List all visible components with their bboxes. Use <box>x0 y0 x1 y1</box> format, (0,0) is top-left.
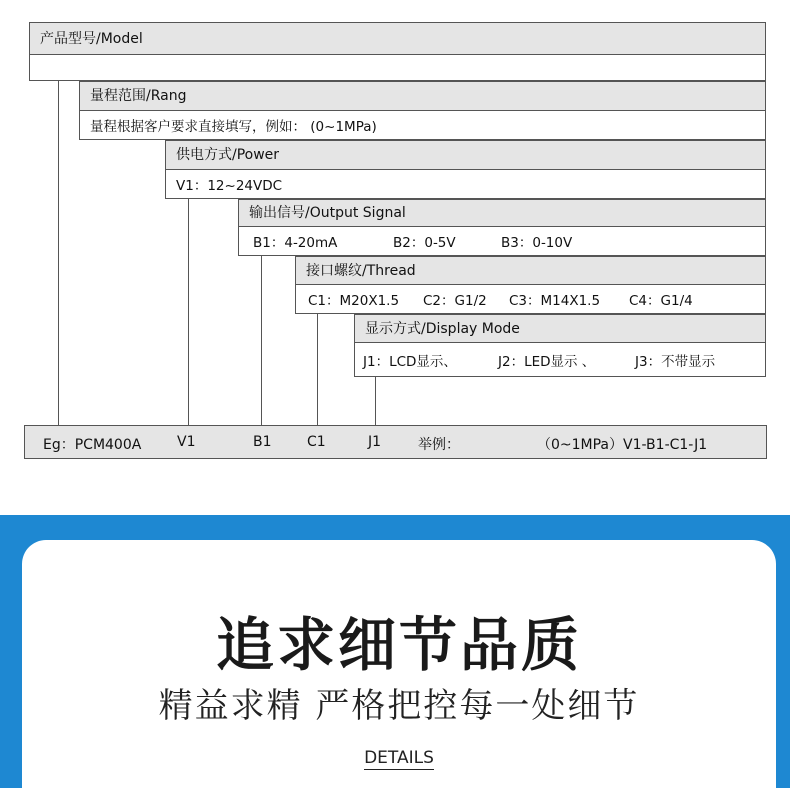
range-header <box>79 81 766 111</box>
example-v: V1 <box>177 434 196 450</box>
thread-header <box>295 256 766 285</box>
details-card <box>22 540 776 800</box>
banner-title: 追求细节品质 <box>215 611 582 679</box>
display-value-j1: J1：LCD显示、 <box>363 353 457 370</box>
display-value-j2: J2：LED显示 、 <box>498 353 596 370</box>
thread-value-c3: C3：M14X1.5 <box>509 293 601 309</box>
output-value-b1: B1：4-20mA <box>253 235 338 251</box>
power-value-box <box>165 170 766 199</box>
display-header-label: 显示方式/Display Mode <box>365 320 520 337</box>
display-value-box <box>354 343 766 377</box>
range-value-box <box>79 111 766 140</box>
connector-thread <box>317 314 318 425</box>
output-header-label: 输出信号/Output Signal <box>249 205 406 221</box>
details-label: DETAILS <box>364 748 434 768</box>
example-bar <box>24 425 767 459</box>
power-value: V1：12~24VDC <box>176 178 283 194</box>
display-header <box>354 314 766 343</box>
thread-value-box <box>295 285 766 314</box>
thread-value-c2: C2：G1/2 <box>423 293 487 309</box>
example-prefix: Eg：PCM400A <box>43 437 142 453</box>
range-value: 量程根据客户要求直接填写，例如： (0~1MPa) <box>90 119 377 135</box>
connector-output <box>261 256 262 425</box>
connector-power <box>188 199 189 425</box>
output-value-box <box>238 227 766 256</box>
thread-header-label: 接口螺纹/Thread <box>306 262 416 279</box>
power-header-label: 供电方式/Power <box>176 147 280 163</box>
output-value-b3: B3：0-10V <box>501 235 573 251</box>
banner-subtitle: 精益求精 严格把控每一处细节 <box>158 686 640 726</box>
example-label: 举例： <box>418 437 460 453</box>
range-header-label: 量程范围/Rang <box>90 88 187 104</box>
connector-display <box>375 377 376 425</box>
example-c: C1 <box>307 434 326 450</box>
example-b: B1 <box>253 434 272 450</box>
display-value-j3: J3：不带显示 <box>635 353 716 370</box>
example-full: （0~1MPa）V1-B1-C1-J1 <box>537 437 708 453</box>
example-j: J1 <box>368 434 382 450</box>
output-header <box>238 199 766 227</box>
connector-model <box>58 81 59 425</box>
model-value-box <box>29 55 766 81</box>
thread-value-c4: C4：G1/4 <box>629 293 693 309</box>
power-header <box>165 140 766 170</box>
model-header <box>29 22 766 55</box>
details-label-wrap <box>22 748 776 768</box>
model-header-label: 产品型号/Model <box>40 30 143 47</box>
output-value-b2: B2：0-5V <box>393 235 456 251</box>
thread-value-c1: C1：M20X1.5 <box>308 293 400 309</box>
